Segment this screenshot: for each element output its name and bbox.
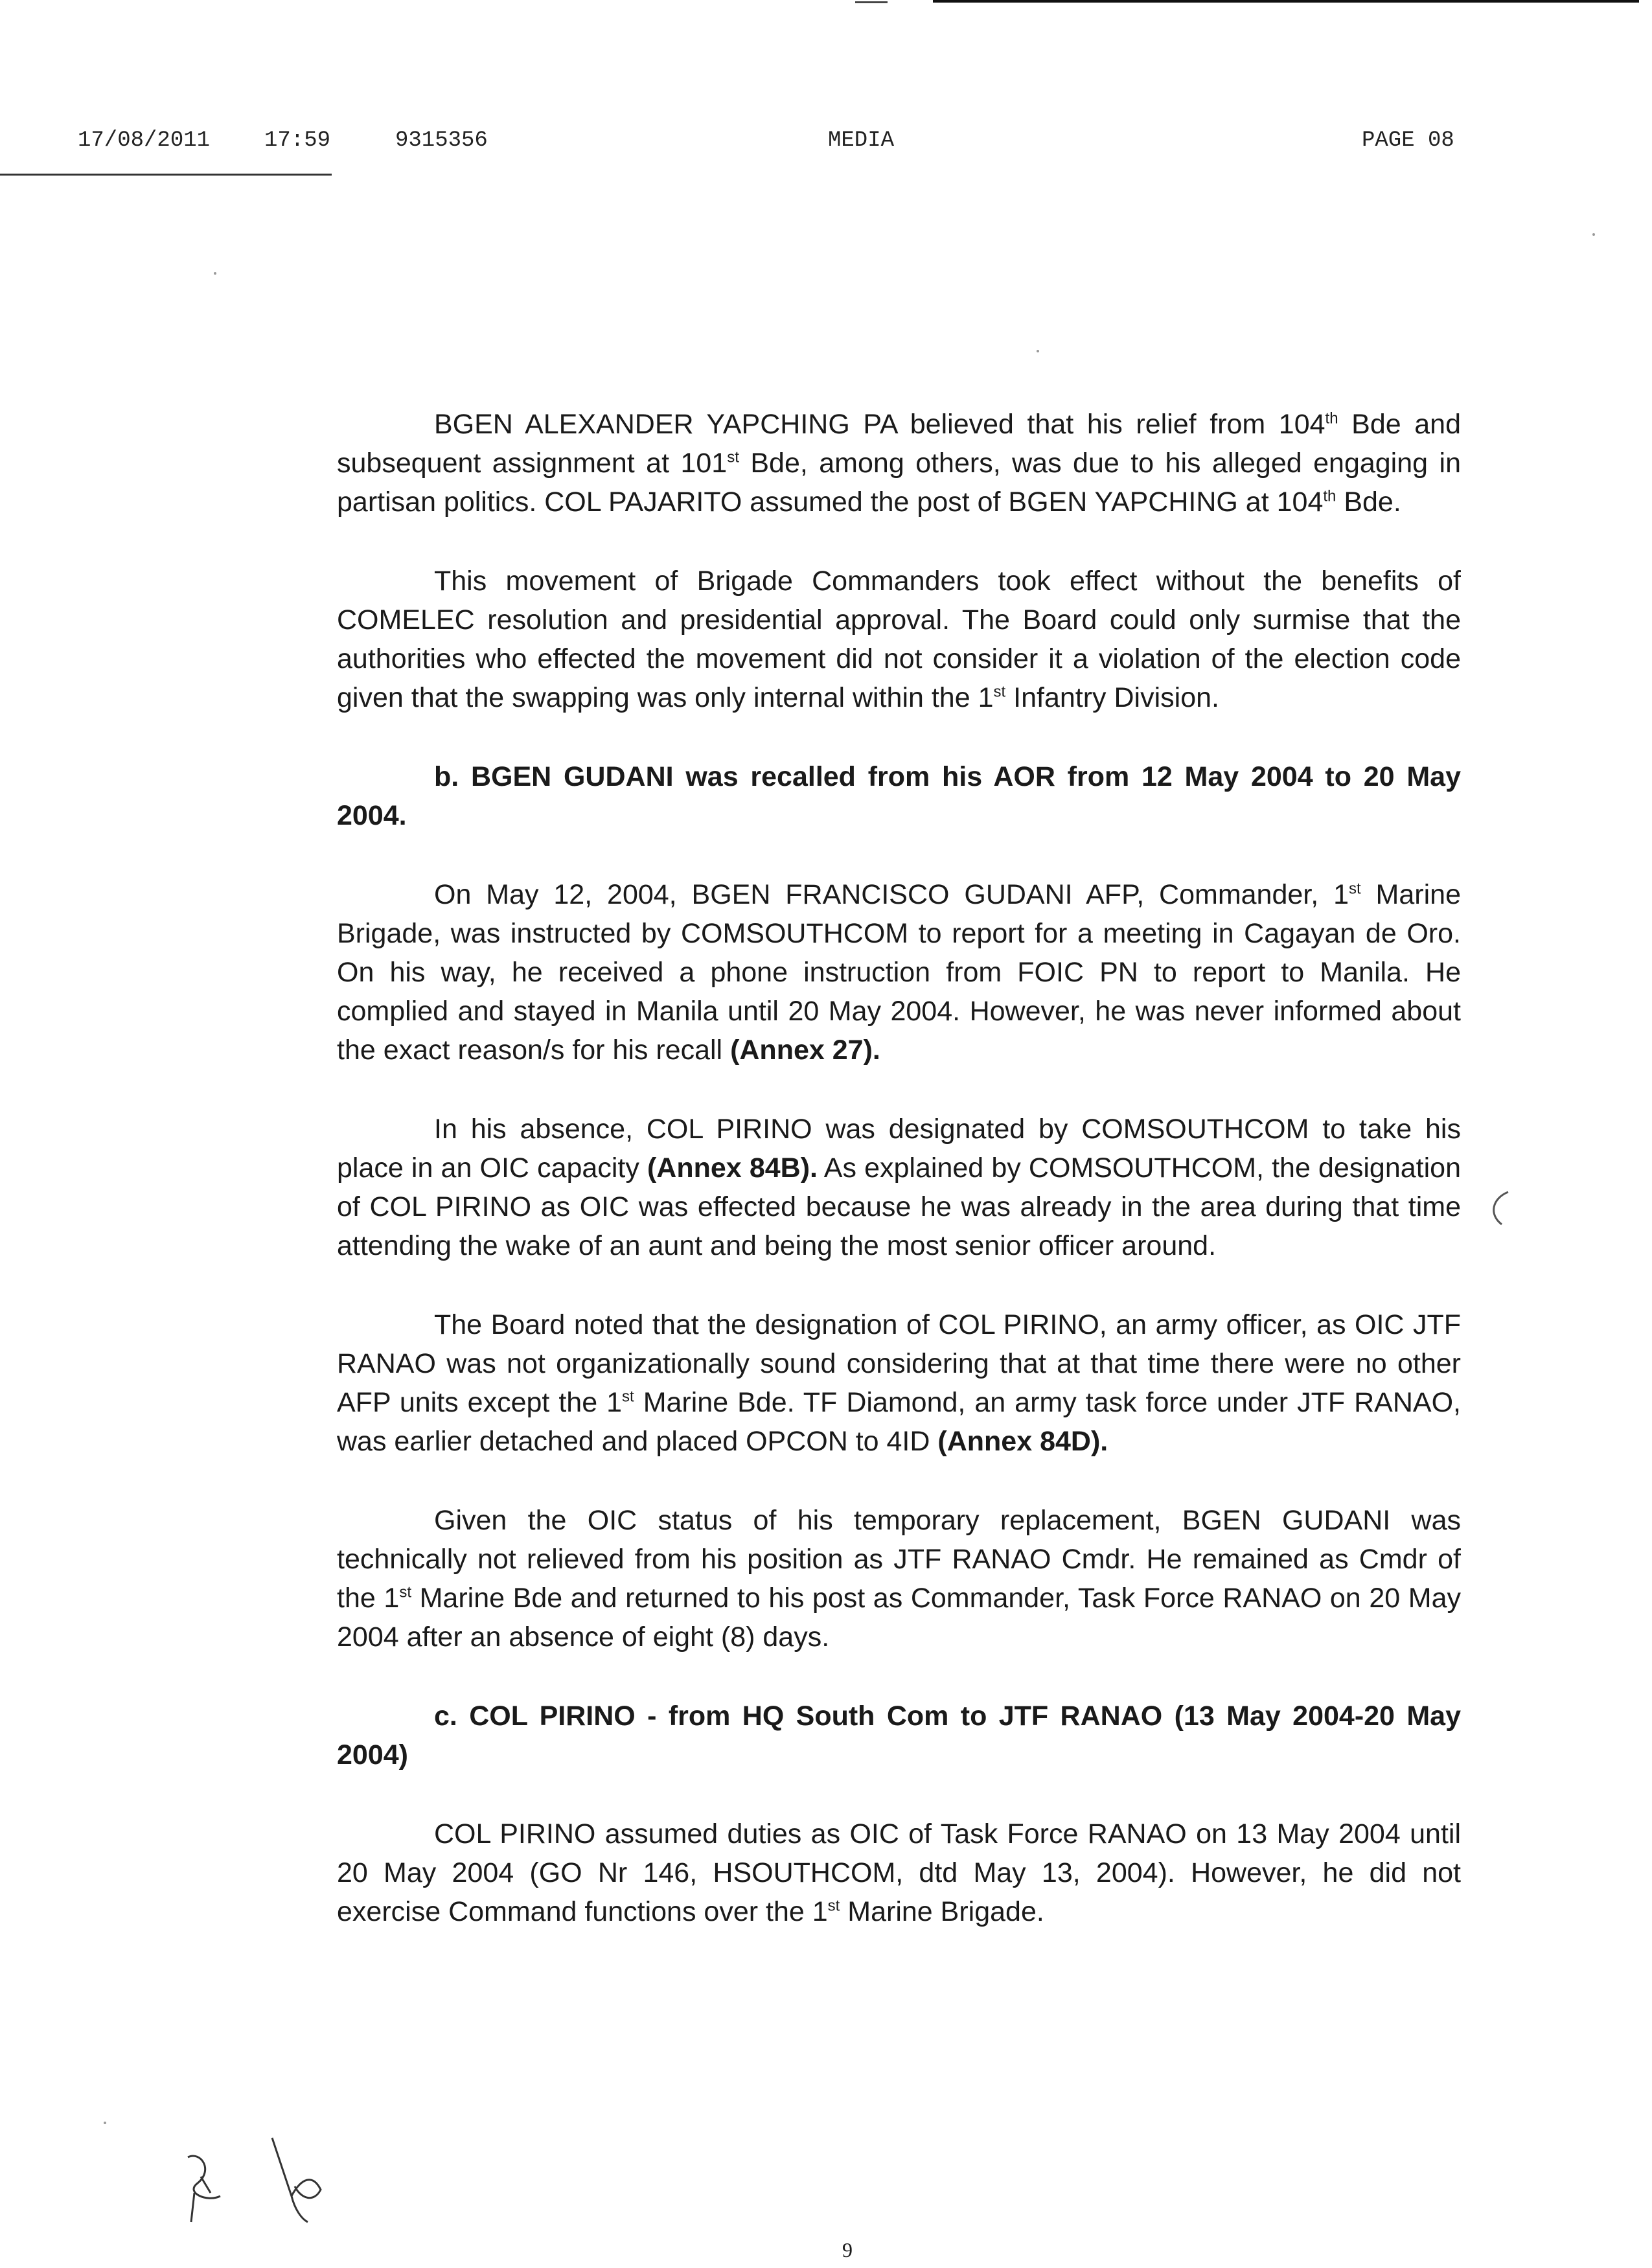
- section-heading-c: c. COL PIRINO - from HQ South Com to JTF RANAO (13 May 2004-20 May 2004): [337, 1701, 1461, 1770]
- page-number: 9: [842, 2238, 853, 2262]
- scan-speck: [1592, 233, 1595, 236]
- margin-bracket-mark: [1482, 1189, 1521, 1228]
- fax-date: 17/08/2011: [78, 128, 211, 153]
- fax-time: 17:59: [264, 128, 331, 153]
- paragraph-oic-status: Given the OIC status of his temporary replacement, BGEN GUDANI was technically not relieved from his position as JTF RANAO Cmdr. He remained as Cmdr of the 1st Marine Bde and returned to his post as Commander, Task Force RANAO on 20 May 2004 after an absence of eight (8) days.: [337, 1505, 1462, 1653]
- scan-speck: [104, 2122, 106, 2124]
- scan-speck: [214, 272, 216, 275]
- paragraph-yapching: BGEN ALEXANDER YAPCHING PA believed that his relief from 104th Bde and subsequent assignment at 101st Bde, among others, was due to his alleged engaging in partisan politics. COL PAJARITO assumed the post of BGEN YAPCHING at 104th Bde.: [337, 409, 1461, 518]
- fax-media-label: MEDIA: [828, 128, 895, 153]
- document-body: [337, 405, 1461, 1971]
- paragraph-gudani-recall: On May 12, 2004, BGEN FRANCISCO GUDANI AFP, Commander, 1st Marine Brigade, was instructed by COMSOUTHCOM to report for a meeting in Cagayan de Oro. On his way, he received a phone instruction from FOIC PN to report to Manila. He complied and stayed in Manila until 20 May 2004. However, he was never informed about the exact reason/s for his recall (Annex 27).: [337, 879, 1461, 1066]
- handwritten-initials-icon: [162, 2131, 369, 2235]
- fax-header-rule: [0, 174, 332, 176]
- paragraph-board-noted: The Board noted that the designation of COL PIRINO, an army officer, as OIC JTF RANAO was not organizationally sound considering that at that time there were no other AFP units except the 1st Marine Bde. TF Diamond, an army task force under JTF RANAO, was earlier detached and placed OPCON to 4ID (Annex 84D).: [337, 1309, 1461, 1457]
- paragraph-pirino-designation: In his absence, COL PIRINO was designated by COMSOUTHCOM to take his place in an OIC capacity (Annex 84B). As explained by COMSOUTHCOM, the designation of COL PIRINO as OIC was effected because he was already in the area during that time attending the wake of an aunt and being the most senior officer around.: [337, 1114, 1461, 1261]
- fax-number: 9315356: [395, 128, 488, 153]
- paragraph-pirino-duties: COL PIRINO assumed duties as OIC of Task Force RANAO on 13 May 2004 until 20 May 2004 (GO Nr 146, HSOUTHCOM, dtd May 13, 2004). However, he did not exercise Command functions over the 1st Marine Brigade.: [337, 1818, 1461, 1927]
- fax-header: [0, 0, 1652, 220]
- paragraph-brigade-movement: This movement of Brigade Commanders took effect without the benefits of COMELEC resolution and presidential approval. The Board could only surmise that the authorities who effected the movement did not consider it a violation of the election code given that the swapping was only internal within the 1st Infantry Division.: [337, 566, 1461, 713]
- fax-page-label: PAGE 08: [1362, 128, 1454, 153]
- section-heading-b: b. BGEN GUDANI was recalled from his AOR from 12 May 2004 to 20 May 2004.: [337, 761, 1461, 831]
- scan-speck: [1037, 350, 1039, 352]
